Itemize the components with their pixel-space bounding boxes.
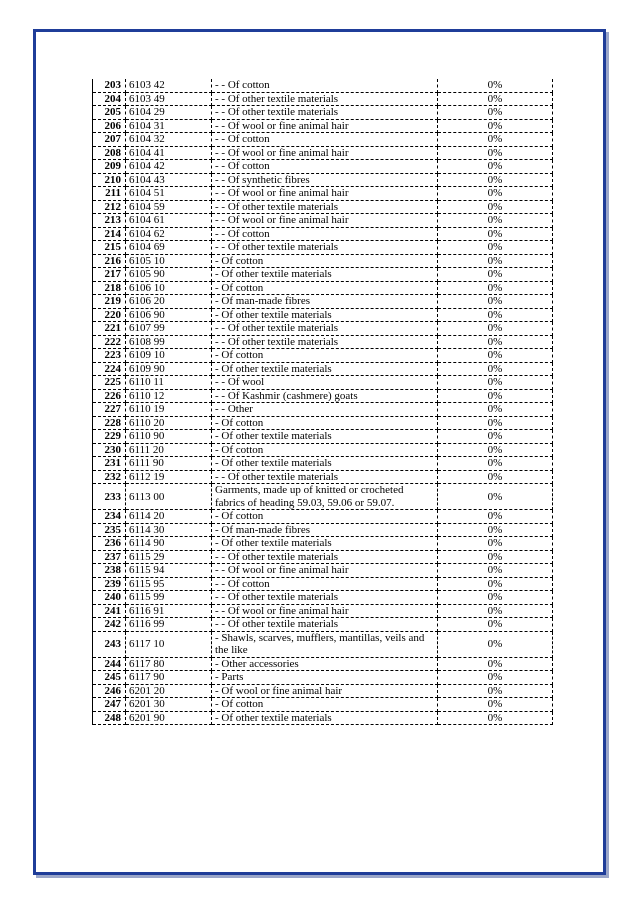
table-row — [93, 308, 553, 322]
tariff-table — [92, 79, 553, 725]
hs-code-cell: 6115 29 — [126, 550, 212, 564]
description-cell: - - Of cotton — [212, 227, 438, 241]
row-number-cell: 217 — [93, 268, 126, 282]
hs-code-cell: 6104 31 — [126, 119, 212, 133]
duty-rate-cell: 0% — [438, 268, 553, 282]
description-cell: - Of other textile materials — [212, 537, 438, 551]
row-number-cell: 218 — [93, 281, 126, 295]
table-row — [93, 92, 553, 106]
table-row — [93, 241, 553, 255]
duty-rate-cell: 0% — [438, 241, 553, 255]
table-row — [93, 671, 553, 685]
description-cell: - - Of cotton — [212, 577, 438, 591]
description-cell: - - Of cotton — [212, 133, 438, 147]
duty-rate-cell: 0% — [438, 430, 553, 444]
table-row — [93, 484, 553, 510]
duty-rate-cell: 0% — [438, 457, 553, 471]
description-cell: - - Of wool or fine animal hair — [212, 146, 438, 160]
hs-code-cell: 6117 80 — [126, 657, 212, 671]
description-cell: - - Of other textile materials — [212, 550, 438, 564]
description-cell: - - Of cotton — [212, 79, 438, 92]
duty-rate-cell: 0% — [438, 591, 553, 605]
row-number-cell: 245 — [93, 671, 126, 685]
description-cell: - - Of other textile materials — [212, 591, 438, 605]
description-cell: - - Of other textile materials — [212, 322, 438, 336]
table-row — [93, 443, 553, 457]
table-row — [93, 591, 553, 605]
description-cell: - - Of other textile materials — [212, 200, 438, 214]
description-cell: - Of wool or fine animal hair — [212, 684, 438, 698]
hs-code-cell: 6115 94 — [126, 564, 212, 578]
table-row — [93, 403, 553, 417]
description-cell: Garments, made up of knitted or crocheted fabrics of heading 59.03, 59.06 or 59.07. — [212, 484, 438, 510]
duty-rate-cell: 0% — [438, 389, 553, 403]
hs-code-cell: 6104 43 — [126, 173, 212, 187]
duty-rate-cell: 0% — [438, 146, 553, 160]
table-row — [93, 389, 553, 403]
hs-code-cell: 6110 12 — [126, 389, 212, 403]
duty-rate-cell: 0% — [438, 510, 553, 524]
hs-code-cell: 6106 10 — [126, 281, 212, 295]
hs-code-cell: 6104 69 — [126, 241, 212, 255]
description-cell: - Of cotton — [212, 281, 438, 295]
hs-code-cell: 6111 20 — [126, 443, 212, 457]
hs-code-cell: 6104 61 — [126, 214, 212, 228]
hs-code-cell: 6109 90 — [126, 362, 212, 376]
duty-rate-cell: 0% — [438, 173, 553, 187]
duty-rate-cell: 0% — [438, 254, 553, 268]
duty-rate-cell: 0% — [438, 443, 553, 457]
table-row — [93, 295, 553, 309]
table-row — [93, 537, 553, 551]
description-cell: - Of other textile materials — [212, 711, 438, 725]
duty-rate-cell: 0% — [438, 564, 553, 578]
row-number-cell: 209 — [93, 160, 126, 174]
hs-code-cell: 6107 99 — [126, 322, 212, 336]
hs-code-cell: 6114 30 — [126, 523, 212, 537]
description-cell: - Of cotton — [212, 443, 438, 457]
row-number-cell: 213 — [93, 214, 126, 228]
row-number-cell: 225 — [93, 376, 126, 390]
description-cell: - Of other textile materials — [212, 268, 438, 282]
table-row — [93, 550, 553, 564]
table-row — [93, 457, 553, 471]
row-number-cell: 208 — [93, 146, 126, 160]
table-row — [93, 254, 553, 268]
row-number-cell: 229 — [93, 430, 126, 444]
row-number-cell: 244 — [93, 657, 126, 671]
duty-rate-cell: 0% — [438, 657, 553, 671]
description-cell: - - Of other textile materials — [212, 106, 438, 120]
description-cell: - - Of cotton — [212, 160, 438, 174]
row-number-cell: 232 — [93, 470, 126, 484]
table-row — [93, 577, 553, 591]
table-row — [93, 711, 553, 725]
tariff-table-body — [93, 79, 553, 725]
hs-code-cell: 6108 99 — [126, 335, 212, 349]
row-number-cell: 223 — [93, 349, 126, 363]
row-number-cell: 203 — [93, 79, 126, 92]
row-number-cell: 212 — [93, 200, 126, 214]
description-cell: - - Of other textile materials — [212, 92, 438, 106]
row-number-cell: 230 — [93, 443, 126, 457]
description-cell: - - Of wool — [212, 376, 438, 390]
hs-code-cell: 6105 90 — [126, 268, 212, 282]
hs-code-cell: 6115 95 — [126, 577, 212, 591]
duty-rate-cell: 0% — [438, 349, 553, 363]
hs-code-cell: 6113 00 — [126, 484, 212, 510]
hs-code-cell: 6104 32 — [126, 133, 212, 147]
duty-rate-cell: 0% — [438, 484, 553, 510]
duty-rate-cell: 0% — [438, 200, 553, 214]
table-row — [93, 618, 553, 632]
hs-code-cell: 6117 90 — [126, 671, 212, 685]
duty-rate-cell: 0% — [438, 671, 553, 685]
hs-code-cell: 6201 90 — [126, 711, 212, 725]
duty-rate-cell: 0% — [438, 604, 553, 618]
description-cell: - - Other — [212, 403, 438, 417]
duty-rate-cell: 0% — [438, 416, 553, 430]
row-number-cell: 242 — [93, 618, 126, 632]
row-number-cell: 224 — [93, 362, 126, 376]
duty-rate-cell: 0% — [438, 362, 553, 376]
description-cell: - Of other textile materials — [212, 362, 438, 376]
row-number-cell: 219 — [93, 295, 126, 309]
hs-code-cell: 6114 90 — [126, 537, 212, 551]
table-row — [93, 430, 553, 444]
hs-code-cell: 6110 20 — [126, 416, 212, 430]
duty-rate-cell: 0% — [438, 308, 553, 322]
duty-rate-cell: 0% — [438, 537, 553, 551]
description-cell: - Of other textile materials — [212, 308, 438, 322]
description-cell: - Of cotton — [212, 349, 438, 363]
duty-rate-cell: 0% — [438, 376, 553, 390]
hs-code-cell: 6106 90 — [126, 308, 212, 322]
hs-code-cell: 6104 42 — [126, 160, 212, 174]
hs-code-cell: 6104 29 — [126, 106, 212, 120]
duty-rate-cell: 0% — [438, 523, 553, 537]
table-row — [93, 604, 553, 618]
hs-code-cell: 6112 19 — [126, 470, 212, 484]
duty-rate-cell: 0% — [438, 281, 553, 295]
description-cell: - Of other textile materials — [212, 457, 438, 471]
duty-rate-cell: 0% — [438, 470, 553, 484]
table-row — [93, 227, 553, 241]
hs-code-cell: 6110 19 — [126, 403, 212, 417]
row-number-cell: 220 — [93, 308, 126, 322]
hs-code-cell: 6103 42 — [126, 79, 212, 92]
hs-code-cell: 6104 62 — [126, 227, 212, 241]
row-number-cell: 246 — [93, 684, 126, 698]
table-row — [93, 470, 553, 484]
duty-rate-cell: 0% — [438, 133, 553, 147]
hs-code-cell: 6104 41 — [126, 146, 212, 160]
description-cell: - - Of other textile materials — [212, 335, 438, 349]
duty-rate-cell: 0% — [438, 684, 553, 698]
row-number-cell: 241 — [93, 604, 126, 618]
table-row — [93, 657, 553, 671]
duty-rate-cell: 0% — [438, 92, 553, 106]
description-cell: - - Of wool or fine animal hair — [212, 214, 438, 228]
row-number-cell: 227 — [93, 403, 126, 417]
table-row — [93, 631, 553, 657]
row-number-cell: 204 — [93, 92, 126, 106]
description-cell: - Of cotton — [212, 254, 438, 268]
table-row — [93, 187, 553, 201]
duty-rate-cell: 0% — [438, 160, 553, 174]
table-row — [93, 268, 553, 282]
table-row — [93, 214, 553, 228]
row-number-cell: 247 — [93, 698, 126, 712]
description-cell: - Parts — [212, 671, 438, 685]
row-number-cell: 238 — [93, 564, 126, 578]
description-cell: - Of cotton — [212, 698, 438, 712]
table-row — [93, 684, 553, 698]
hs-code-cell: 6110 11 — [126, 376, 212, 390]
row-number-cell: 210 — [93, 173, 126, 187]
description-cell: - - Of synthetic fibres — [212, 173, 438, 187]
description-cell: - - Of other textile materials — [212, 241, 438, 255]
row-number-cell: 228 — [93, 416, 126, 430]
row-number-cell: 233 — [93, 484, 126, 510]
row-number-cell: 205 — [93, 106, 126, 120]
description-cell: - Other accessories — [212, 657, 438, 671]
row-number-cell: 248 — [93, 711, 126, 725]
row-number-cell: 215 — [93, 241, 126, 255]
duty-rate-cell: 0% — [438, 403, 553, 417]
row-number-cell: 207 — [93, 133, 126, 147]
table-row — [93, 362, 553, 376]
table-row — [93, 119, 553, 133]
description-cell: - Of other textile materials — [212, 430, 438, 444]
duty-rate-cell: 0% — [438, 214, 553, 228]
table-row — [93, 510, 553, 524]
description-cell: - Of man-made fibres — [212, 523, 438, 537]
hs-code-cell: 6111 90 — [126, 457, 212, 471]
duty-rate-cell: 0% — [438, 79, 553, 92]
row-number-cell: 221 — [93, 322, 126, 336]
hs-code-cell: 6104 51 — [126, 187, 212, 201]
description-cell: - - Of Kashmir (cashmere) goats — [212, 389, 438, 403]
hs-code-cell: 6201 20 — [126, 684, 212, 698]
duty-rate-cell: 0% — [438, 335, 553, 349]
duty-rate-cell: 0% — [438, 119, 553, 133]
table-row — [93, 322, 553, 336]
table-row — [93, 106, 553, 120]
hs-code-cell: 6105 10 — [126, 254, 212, 268]
hs-code-cell: 6103 49 — [126, 92, 212, 106]
duty-rate-cell: 0% — [438, 106, 553, 120]
description-cell: - - Of wool or fine animal hair — [212, 187, 438, 201]
hs-code-cell: 6109 10 — [126, 349, 212, 363]
table-row — [93, 200, 553, 214]
table-row — [93, 349, 553, 363]
table-row — [93, 281, 553, 295]
description-cell: - - Of other textile materials — [212, 618, 438, 632]
duty-rate-cell: 0% — [438, 698, 553, 712]
row-number-cell: 237 — [93, 550, 126, 564]
hs-code-cell: 6115 99 — [126, 591, 212, 605]
table-row — [93, 335, 553, 349]
hs-code-cell: 6201 30 — [126, 698, 212, 712]
hs-code-cell: 6106 20 — [126, 295, 212, 309]
description-cell: - - Of other textile materials — [212, 470, 438, 484]
duty-rate-cell: 0% — [438, 322, 553, 336]
row-number-cell: 222 — [93, 335, 126, 349]
row-number-cell: 239 — [93, 577, 126, 591]
row-number-cell: 216 — [93, 254, 126, 268]
table-row — [93, 523, 553, 537]
row-number-cell: 211 — [93, 187, 126, 201]
row-number-cell: 214 — [93, 227, 126, 241]
description-cell: - - Of wool or fine animal hair — [212, 564, 438, 578]
description-cell: - Of cotton — [212, 510, 438, 524]
row-number-cell: 235 — [93, 523, 126, 537]
duty-rate-cell: 0% — [438, 187, 553, 201]
duty-rate-cell: 0% — [438, 577, 553, 591]
description-cell: - Of cotton — [212, 416, 438, 430]
duty-rate-cell: 0% — [438, 711, 553, 725]
table-row — [93, 564, 553, 578]
row-number-cell: 226 — [93, 389, 126, 403]
hs-code-cell: 6110 90 — [126, 430, 212, 444]
description-cell: - - Of wool or fine animal hair — [212, 604, 438, 618]
table-row — [93, 416, 553, 430]
row-number-cell: 240 — [93, 591, 126, 605]
description-cell: - Of man-made fibres — [212, 295, 438, 309]
table-row — [93, 173, 553, 187]
table-row — [93, 160, 553, 174]
table-row — [93, 698, 553, 712]
table-row — [93, 79, 553, 92]
row-number-cell: 231 — [93, 457, 126, 471]
hs-code-cell: 6104 59 — [126, 200, 212, 214]
row-number-cell: 243 — [93, 631, 126, 657]
table-row — [93, 146, 553, 160]
duty-rate-cell: 0% — [438, 618, 553, 632]
table-row — [93, 133, 553, 147]
row-number-cell: 236 — [93, 537, 126, 551]
hs-code-cell: 6114 20 — [126, 510, 212, 524]
duty-rate-cell: 0% — [438, 631, 553, 657]
hs-code-cell: 6116 91 — [126, 604, 212, 618]
row-number-cell: 206 — [93, 119, 126, 133]
hs-code-cell: 6117 10 — [126, 631, 212, 657]
row-number-cell: 234 — [93, 510, 126, 524]
table-row — [93, 376, 553, 390]
duty-rate-cell: 0% — [438, 550, 553, 564]
description-cell: - - Of wool or fine animal hair — [212, 119, 438, 133]
duty-rate-cell: 0% — [438, 227, 553, 241]
duty-rate-cell: 0% — [438, 295, 553, 309]
hs-code-cell: 6116 99 — [126, 618, 212, 632]
description-cell: - Shawls, scarves, mufflers, mantillas, veils and the like — [212, 631, 438, 657]
